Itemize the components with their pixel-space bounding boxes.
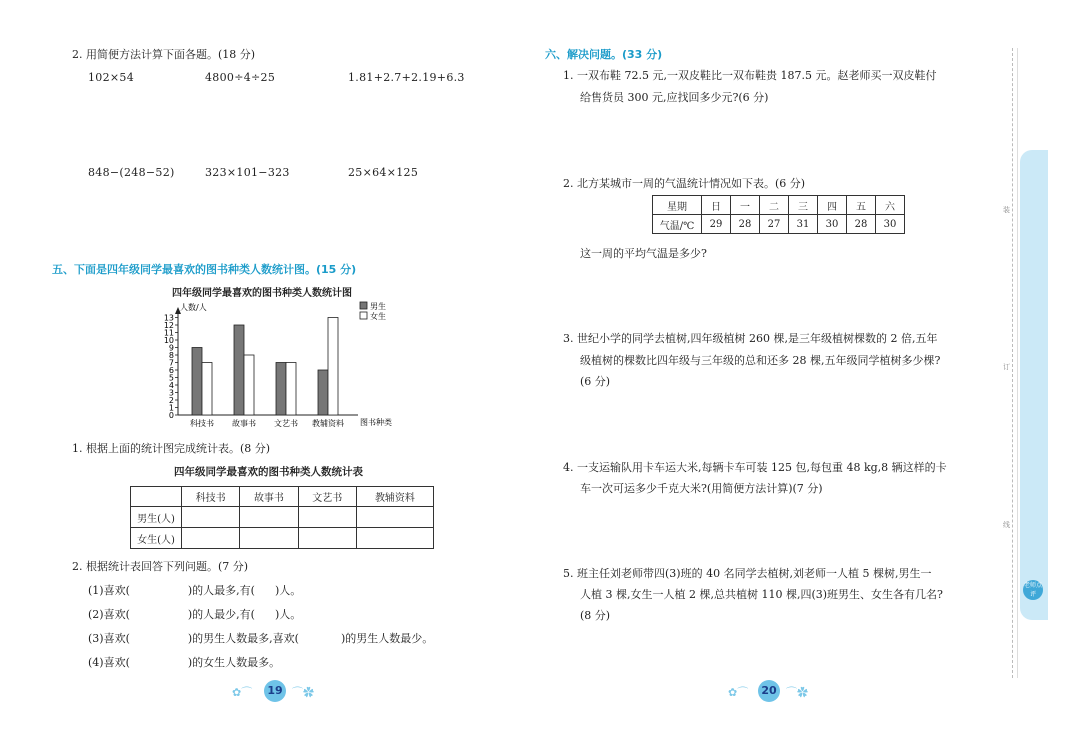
flourish-right-icon: ⌒✿ (786, 686, 808, 699)
temp-value: 29 (702, 215, 731, 234)
calc-6: 25×64×125 (348, 166, 419, 179)
flourish-left-icon: ✿⌒ (728, 686, 749, 699)
answer-cell[interactable] (356, 528, 433, 549)
answer-cell[interactable] (182, 528, 240, 549)
y-tick-label: 6 (168, 366, 174, 375)
teacher-comment-sidebar (1020, 150, 1048, 620)
fill-text: )人。 (274, 584, 302, 597)
y-tick-label: 7 (168, 358, 174, 368)
bar-male (234, 325, 244, 415)
section5-title: 五、下面是四年级同学最喜欢的图书种类人数统计图。(15 分) (52, 263, 357, 276)
answer-cell[interactable] (298, 507, 356, 528)
teacher-comment-badge: 老师点评 (1023, 582, 1042, 598)
q2-title: 2. 用简便方法计算下面各题。(18 分) (72, 48, 256, 61)
bar-male (192, 348, 202, 416)
fill-text: (1)喜欢( (88, 584, 130, 597)
x-tick-label: 文艺书 (274, 419, 298, 428)
temp-header-cell: 五 (847, 196, 876, 215)
temp-value: 30 (818, 215, 847, 234)
binding-mark: 线 (1003, 521, 1010, 529)
temp-value: 30 (876, 215, 905, 234)
temp-value: 28 (731, 215, 760, 234)
temp-header-cell: 一 (731, 196, 760, 215)
table-header-cell: 教辅资料 (356, 487, 433, 507)
y-tick-label: 2 (168, 396, 174, 405)
fill-line-3 (88, 630, 433, 646)
fill-text: )的男生人数最多,喜欢( (187, 632, 299, 645)
answer-cell[interactable] (298, 528, 356, 549)
problem2-line1: 2. 北方某城市一周的气温统计情况如下表。(6 分) (563, 177, 806, 190)
table-header-cell: 科技书 (182, 487, 240, 507)
temp-header-cell: 六 (876, 196, 905, 215)
fill-text: (4)喜欢( (88, 656, 130, 669)
x-tick-label: 教辅资料 (312, 419, 344, 428)
x-axis-label: 图书种类 (360, 418, 392, 427)
y-tick-label: 13 (163, 313, 174, 323)
row-label-male: 男生(人) (131, 507, 182, 528)
fill-text: )的男生人数最少。 (340, 632, 434, 645)
fill-text: (2)喜欢( (88, 608, 130, 621)
flourish-left-icon: ✿⌒ (232, 686, 253, 699)
sub1-title: 1. 根据上面的统计图完成统计表。(8 分) (72, 442, 271, 455)
fill-text: )人。 (274, 608, 302, 621)
temp-header-cell: 星期 (653, 196, 702, 215)
calc-5: 323×101−323 (205, 166, 290, 179)
sub2-title: 2. 根据统计表回答下列问题。(7 分) (72, 560, 249, 573)
y-tick-label: 8 (168, 351, 174, 360)
binding-mark: 订 (1003, 363, 1010, 371)
table-corner (131, 487, 182, 507)
calc-2: 4800÷4÷25 (205, 71, 276, 84)
problem3-line2: 级植树的棵数比四年级与三年级的总和还多 28 棵,五年级同学植树多少棵? (580, 354, 941, 367)
fill-text: )的女生人数最多。 (187, 656, 281, 669)
y-tick-label: 0 (168, 411, 174, 420)
problem5-line2: 人植 3 棵,女生一人植 2 棵,总共植树 110 棵,四(3)班男生、女生各有几名? (580, 588, 943, 601)
problem4-line1: 4. 一支运输队用卡车运大米,每辆卡车可装 125 包,每包重 48 kg,8 辆这样的卡 (563, 461, 947, 474)
y-tick-label: 3 (168, 388, 174, 398)
problem1-line1: 1. 一双布鞋 72.5 元,一双皮鞋比一双布鞋贵 187.5 元。赵老师买一双皮鞋付 (563, 69, 937, 82)
section6-title: 六、解决问题。(33 分) (545, 48, 663, 61)
y-tick-label: 11 (163, 328, 174, 338)
row-label-female: 女生(人) (131, 528, 182, 549)
temp-header-cell: 三 (789, 196, 818, 215)
problem3-line3: (6 分) (580, 375, 611, 388)
answer-cell[interactable] (182, 507, 240, 528)
binding-mark: 装 (1003, 206, 1010, 214)
answer-cell[interactable] (356, 507, 433, 528)
fill-text: (3)喜欢( (88, 632, 130, 645)
table-header-cell: 故事书 (240, 487, 298, 507)
legend-swatch (360, 312, 367, 319)
temperature-table (652, 195, 905, 234)
answer-cell[interactable] (240, 528, 298, 549)
bar-female (244, 355, 254, 415)
y-tick-label: 12 (163, 321, 174, 330)
answer-cell[interactable] (240, 507, 298, 528)
flourish-right-icon: ⌒✿ (292, 686, 314, 699)
y-axis-label: 人数/人 (180, 303, 207, 312)
bar-female (286, 363, 296, 416)
bar-female (202, 363, 212, 416)
calc-4: 848−(248−52) (88, 166, 175, 179)
x-tick-label: 科技书 (190, 419, 214, 428)
problem4-line2: 车一次可运多少千克大米?(用简便方法计算)(7 分) (580, 482, 823, 495)
temp-value: 31 (789, 215, 818, 234)
table-title: 四年级同学最喜欢的图书种类人数统计表 (174, 466, 363, 478)
x-tick-label: 故事书 (232, 419, 256, 428)
problem1-line2: 给售货员 300 元,应找回多少元?(6 分) (580, 91, 769, 104)
fill-line-2 (88, 606, 301, 622)
y-tick-label: 5 (168, 373, 174, 383)
chart-title: 四年级同学最喜欢的图书种类人数统计图 (172, 288, 352, 299)
calc-1: 102×54 (88, 71, 135, 84)
page-number-right: 20 (758, 680, 780, 702)
legend-label: 女生 (370, 312, 386, 321)
temp-row-label: 气温/℃ (653, 215, 702, 234)
page-number-left: 19 (264, 680, 286, 702)
bar-chart (158, 298, 398, 433)
bar-female (328, 318, 338, 416)
fill-text: )的人最多,有( (187, 584, 255, 597)
legend-swatch (360, 302, 367, 309)
binding-dashed-line (1012, 48, 1013, 678)
problem3-line1: 3. 世纪小学的同学去植树,四年级植树 260 棵,是三年级植树棵数的 2 倍,五年 (563, 332, 938, 345)
y-tick-label: 1 (168, 403, 174, 413)
temp-value: 28 (847, 215, 876, 234)
calc-3: 1.81+2.7+2.19+6.3 (348, 71, 465, 84)
temp-header-cell: 二 (760, 196, 789, 215)
stats-table (130, 486, 434, 549)
y-tick-label: 4 (168, 381, 174, 390)
legend-label: 男生 (370, 302, 386, 311)
problem5-line1: 5. 班主任刘老师带四(3)班的 40 名同学去植树,刘老师一人植 5 棵树,男生一 (563, 567, 932, 580)
problem2-question: 这一周的平均气温是多少? (580, 247, 707, 260)
y-tick-label: 10 (163, 336, 174, 345)
temp-header-cell: 四 (818, 196, 847, 215)
binding-line (1017, 48, 1018, 678)
y-tick-label: 9 (168, 343, 174, 353)
bar-male (276, 363, 286, 416)
fill-text: )的人最少,有( (187, 608, 255, 621)
fill-line-4 (88, 654, 280, 670)
problem5-line3: (8 分) (580, 609, 611, 622)
temp-header-cell: 日 (702, 196, 731, 215)
bar-male (318, 370, 328, 415)
fill-line-1 (88, 582, 301, 598)
temp-value: 27 (760, 215, 789, 234)
table-header-cell: 文艺书 (298, 487, 356, 507)
